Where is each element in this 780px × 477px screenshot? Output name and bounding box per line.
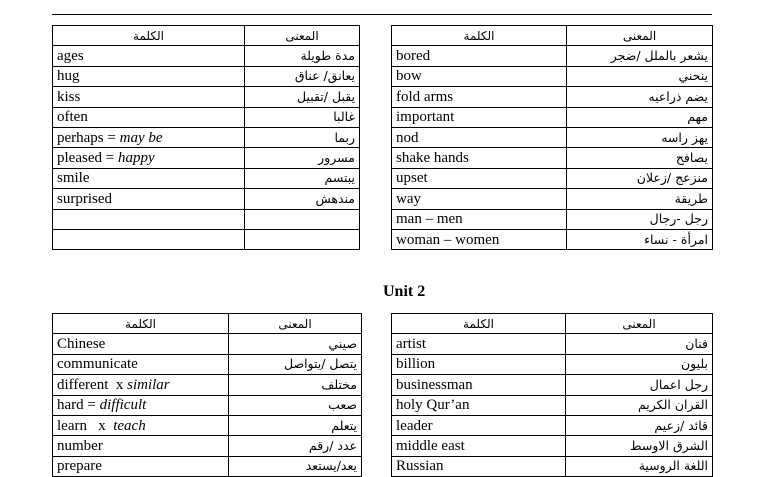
meaning-cell: يقبل /تقبيل (245, 87, 360, 107)
column-gap (362, 375, 392, 395)
column-gap (362, 415, 392, 435)
header-word: الكلمة (53, 314, 229, 334)
word-cell: important (392, 107, 567, 127)
table-row (53, 229, 713, 249)
column-gap (360, 26, 392, 46)
meaning-cell: غالبا (245, 107, 360, 127)
meaning-cell: يبتسم (245, 168, 360, 188)
word-cell: Chinese (53, 334, 229, 354)
column-gap (362, 314, 392, 334)
word-cell: hug (53, 66, 245, 86)
word-text: different (57, 376, 109, 393)
table-row (53, 127, 713, 147)
word-cell: nod (392, 127, 567, 147)
word-cell: artist (392, 334, 566, 354)
meaning-cell: طريقة (567, 189, 713, 209)
table-row (53, 354, 713, 374)
meaning-cell: امرأة - نساء (567, 229, 713, 249)
table-row (53, 415, 713, 435)
word-cell: man – men (392, 209, 567, 229)
column-gap (360, 209, 392, 229)
word-cell: billion (392, 354, 566, 374)
relation-sign: = (103, 129, 120, 146)
unit2-title: Unit 2 (383, 283, 426, 300)
word-cell: kiss (53, 87, 245, 107)
meaning-cell: صيني (229, 334, 362, 354)
table-row (53, 334, 713, 354)
meaning-cell: رجل اعمال (566, 375, 713, 395)
column-gap (362, 456, 392, 476)
word-cell: businessman (392, 375, 566, 395)
word-cell (53, 127, 245, 147)
meaning-cell: يعانق/ عناق (245, 66, 360, 86)
column-gap (360, 148, 392, 168)
word-cell: holy Qur’an (392, 395, 566, 415)
table-row (53, 107, 713, 127)
word-cell (53, 209, 245, 229)
header-word: الكلمة (392, 314, 566, 334)
word-cell: shake hands (392, 148, 567, 168)
word-cell: often (53, 107, 245, 127)
word-cell: number (53, 436, 229, 456)
meaning-cell: يتصل /يتواصل (229, 354, 362, 374)
relation-sign: = (101, 150, 118, 167)
word-cell: woman – women (392, 229, 567, 249)
column-gap (362, 334, 392, 354)
meaning-cell: يشعر بالملل /ضجر (567, 46, 713, 66)
word-text: pleased (57, 150, 102, 167)
table-row (53, 189, 713, 209)
header-meaning: المعنى (567, 26, 713, 46)
meaning-cell: فنان (566, 334, 713, 354)
word-cell (53, 375, 229, 395)
word-cell (53, 148, 245, 168)
meaning-cell (245, 209, 360, 229)
header-word: الكلمة (53, 26, 245, 46)
related-word: may be (119, 129, 163, 146)
meaning-cell: يتعلم (229, 415, 362, 435)
column-gap (360, 168, 392, 188)
meaning-cell (245, 229, 360, 249)
word-cell: upset (392, 168, 567, 188)
word-cell (53, 229, 245, 249)
table-row (53, 375, 713, 395)
column-gap (360, 66, 392, 86)
header-row (53, 26, 713, 46)
header-divider (52, 14, 712, 15)
meaning-cell: مدة طويلة (245, 46, 360, 66)
meaning-cell: ينحني (567, 66, 713, 86)
word-cell: bow (392, 66, 567, 86)
meaning-cell: مسرور (245, 148, 360, 168)
meaning-cell: مهم (567, 107, 713, 127)
column-gap (362, 395, 392, 415)
word-cell: smile (53, 168, 245, 188)
word-cell: prepare (53, 456, 229, 476)
header-meaning: المعنى (245, 26, 360, 46)
word-cell: communicate (53, 354, 229, 374)
meaning-cell: مندهش (245, 189, 360, 209)
column-gap (360, 189, 392, 209)
meaning-cell: صعب (229, 395, 362, 415)
table-row (53, 87, 713, 107)
table-row (53, 209, 713, 229)
meaning-cell: الشرق الاوسط (566, 436, 713, 456)
relation-sign: x (108, 376, 128, 393)
related-word: happy (117, 150, 155, 167)
meaning-cell: رجل -رجال (567, 209, 713, 229)
table-row (53, 148, 713, 168)
meaning-cell: بليون (566, 354, 713, 374)
meaning-cell: عدد /رقم (229, 436, 362, 456)
header-meaning: المعنى (229, 314, 362, 334)
word-text: learn (57, 417, 87, 434)
meaning-cell: قائد /زعيم (566, 415, 713, 435)
table-row (53, 456, 713, 476)
column-gap (360, 46, 392, 66)
meaning-cell: اللغة الروسية (566, 456, 713, 476)
meaning-cell: منزعج /زعلان (567, 168, 713, 188)
page-header (0, 0, 780, 8)
word-text: hard (57, 397, 84, 414)
column-gap (360, 87, 392, 107)
word-cell: surprised (53, 189, 245, 209)
related-word: difficult (99, 397, 147, 414)
header-row (53, 314, 713, 334)
related-word: similar (127, 376, 170, 393)
word-cell: fold arms (392, 87, 567, 107)
header-meaning: المعنى (566, 314, 713, 334)
column-gap (362, 354, 392, 374)
word-cell: Russian (392, 456, 566, 476)
unit2-vocab-table (52, 313, 713, 477)
meaning-cell: يعد/يستعد (229, 456, 362, 476)
unit1-vocab-table (52, 25, 713, 250)
column-gap (360, 107, 392, 127)
column-gap (360, 229, 392, 249)
related-word: teach (113, 417, 146, 434)
meaning-cell: يهز راسه (567, 127, 713, 147)
word-cell: bored (392, 46, 567, 66)
table-row (53, 436, 713, 456)
meaning-cell: ربما (245, 127, 360, 147)
table-row (53, 46, 713, 66)
meaning-cell: القران الكريم (566, 395, 713, 415)
word-cell: leader (392, 415, 566, 435)
column-gap (362, 436, 392, 456)
meaning-cell: مختلف (229, 375, 362, 395)
word-cell (53, 415, 229, 435)
word-cell: way (392, 189, 567, 209)
word-cell: ages (53, 46, 245, 66)
word-cell: middle east (392, 436, 566, 456)
meaning-cell: يصافح (567, 148, 713, 168)
relation-sign: = (83, 397, 100, 414)
table-row (53, 395, 713, 415)
table-row (53, 66, 713, 86)
meaning-cell: يضم ذراعيه (567, 87, 713, 107)
table-row (53, 168, 713, 188)
word-text: perhaps (57, 129, 104, 146)
header-word: الكلمة (392, 26, 567, 46)
word-cell (53, 395, 229, 415)
relation-sign: x (86, 417, 114, 434)
column-gap (360, 127, 392, 147)
